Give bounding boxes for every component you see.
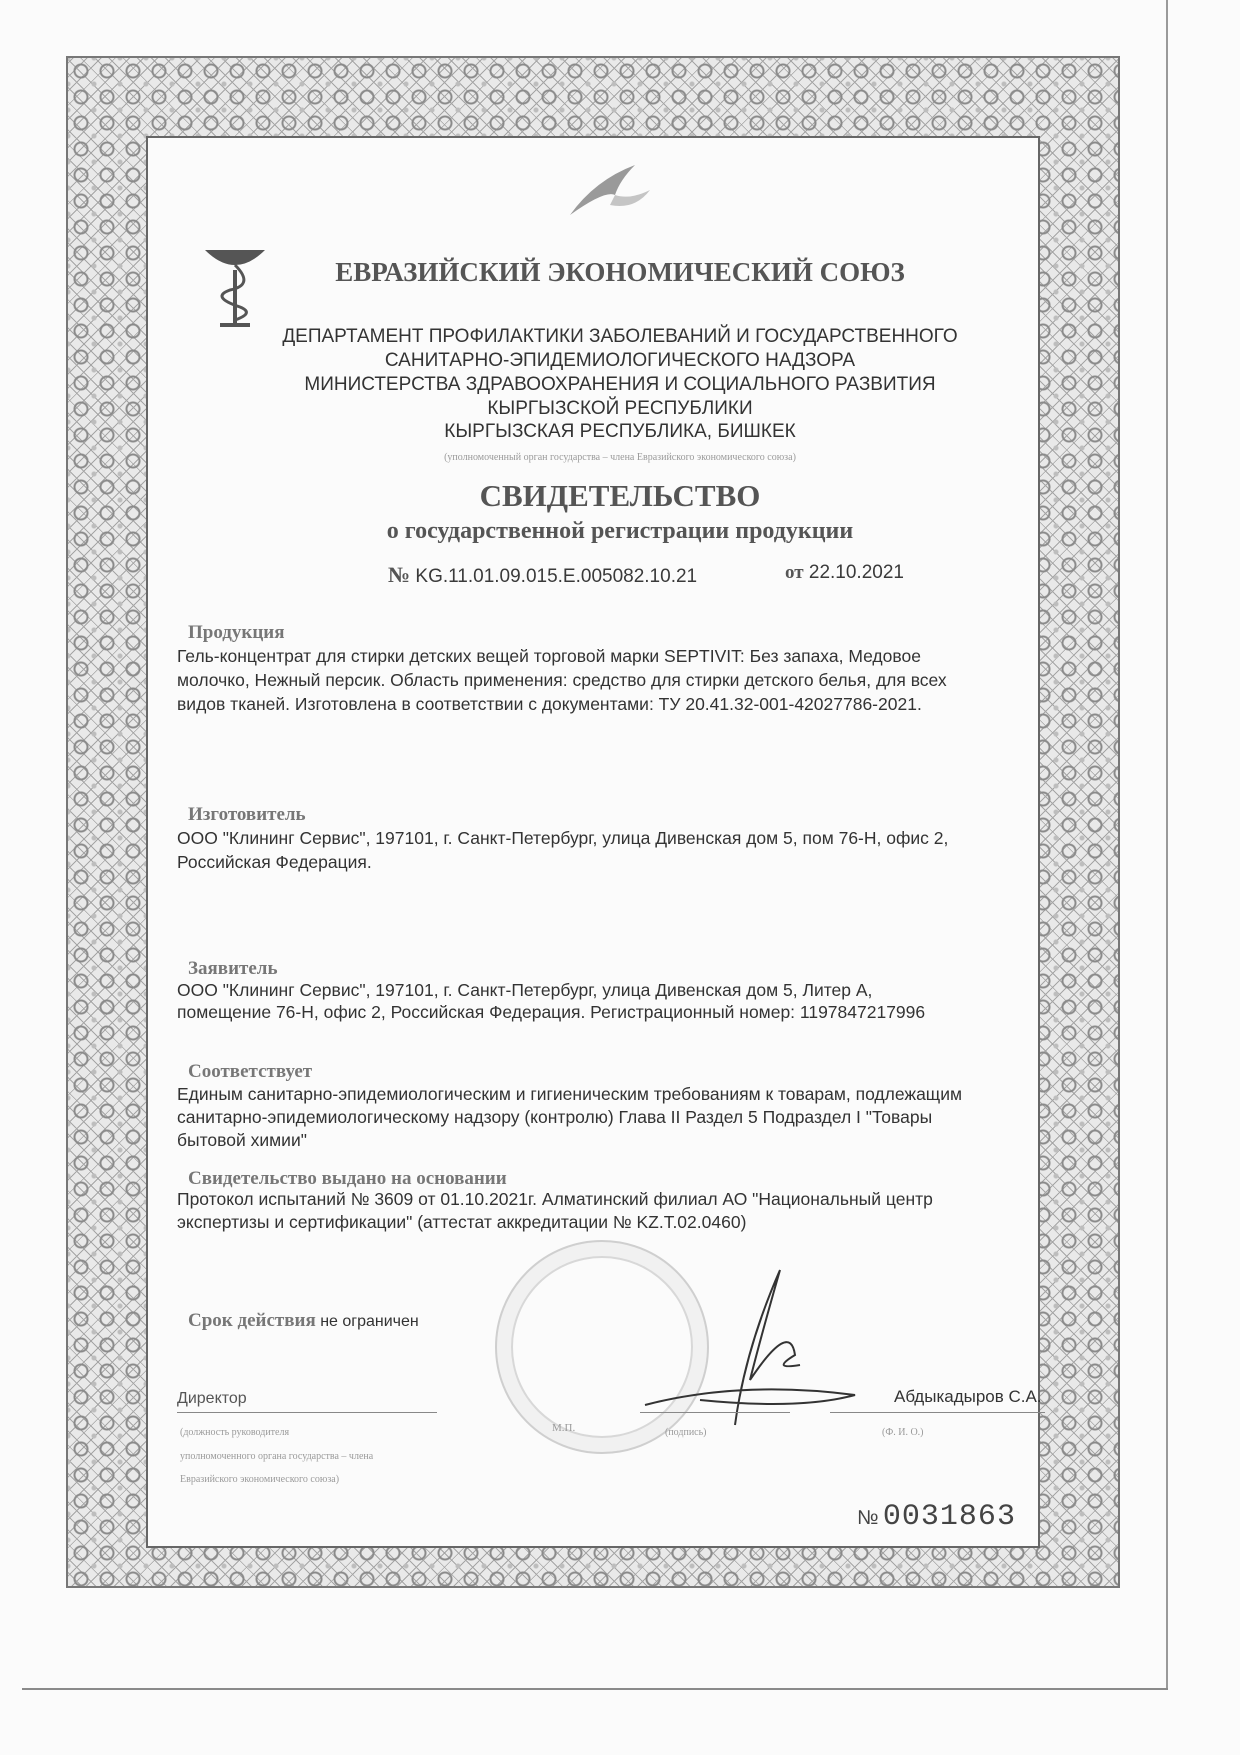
signature-underline bbox=[640, 1412, 790, 1413]
certificate-subtitle: о государственной регистрации продукции bbox=[386, 518, 854, 544]
position-caption: (должность руководителя bbox=[180, 1427, 290, 1438]
manufacturer-text: ООО "Клининг Сервис", 197101, г. Санкт-Петербург, улица Дивенская дом 5, пом 76-Н, офис 2, bbox=[177, 828, 949, 848]
authority-note: (уполномоченный орган государства – члена Евразийского экономического союза) bbox=[444, 452, 796, 463]
basis-text: экспертизы и сертификации" (аттестат аккредитации № KZ.T.02.0460) bbox=[177, 1212, 747, 1232]
department-line: КЫРГЫЗСКАЯ РЕСПУБЛИКА, БИШКЕК bbox=[444, 421, 796, 442]
signature-caption: (подпись) bbox=[665, 1427, 707, 1438]
certificate-date: 22.10.2021 bbox=[808, 562, 904, 583]
union-title: ЕВРАЗИЙСКИЙ ЭКОНОМИЧЕСКИЙ СОЮЗ bbox=[335, 257, 905, 287]
manufacturer-heading: Изготовитель bbox=[188, 804, 306, 825]
validity-heading: Срок действия bbox=[188, 1310, 316, 1331]
department-line: ДЕПАРТАМЕНТ ПРОФИЛАКТИКИ ЗАБОЛЕВАНИЙ И ГОСУДАРСТВЕННОГО bbox=[282, 326, 958, 347]
product-text: видов тканей. Изготовлена в соответствии с документами: ТУ 20.41.32-001-42027786-2021. bbox=[177, 694, 922, 714]
department-line: МИНИСТЕРСТВА ЗДРАВООХРАНЕНИЯ И СОЦИАЛЬНОГО РАЗВИТИЯ bbox=[304, 374, 936, 395]
form-number-label: № bbox=[857, 1507, 879, 1529]
position-underline bbox=[177, 1412, 437, 1413]
signatory-name: Абдыкадыров С.А. bbox=[894, 1387, 1042, 1406]
stamp-caption: М.П. bbox=[552, 1422, 576, 1434]
applicant-heading: Заявитель bbox=[188, 958, 278, 979]
certificate-title: СВИДЕТЕЛЬСТВО bbox=[479, 478, 761, 513]
certificate-number-line bbox=[388, 562, 697, 588]
product-text: Гель-концентрат для стирки детских вещей торговой марки SEPTIVIT: Без запаха, Медовое bbox=[177, 646, 921, 666]
applicant-text: ООО "Клининг Сервис", 197101, г. Санкт-Петербург, улица Дивенская дом 5, Литер А, bbox=[177, 980, 873, 1000]
applicant-text: помещение 76-Н, офис 2, Российская Федерация. Регистрационный номер: 1197847217996 bbox=[177, 1002, 926, 1022]
validity-line bbox=[188, 1310, 419, 1332]
basis-heading: Свидетельство выдано на основании bbox=[188, 1168, 507, 1189]
certificate-date-line bbox=[785, 562, 904, 584]
scan-edge-bottom bbox=[22, 1688, 1168, 1690]
conforms-text: Единым санитарно-эпидемиологическим и гигиеническим требованиям к товарам, подлежащим bbox=[177, 1084, 963, 1104]
product-heading: Продукция bbox=[188, 622, 285, 643]
number-label: № bbox=[388, 562, 411, 587]
certificate-number: KG.11.01.09.015.E.005082.10.21 bbox=[415, 566, 698, 587]
signatory-position: Директор bbox=[177, 1390, 247, 1407]
conforms-text: бытовой химии" bbox=[177, 1130, 307, 1150]
eaeu-bird-emblem-icon bbox=[565, 160, 655, 220]
form-number-value: 0031863 bbox=[882, 1500, 1016, 1534]
name-underline bbox=[830, 1412, 1045, 1413]
handwritten-signature bbox=[640, 1260, 870, 1430]
basis-text: Протокол испытаний № 3609 от 01.10.2021г. Алматинский филиал АО "Национальный центр bbox=[177, 1189, 933, 1209]
manufacturer-text: Российская Федерация. bbox=[177, 852, 372, 872]
conforms-text: санитарно-эпидемиологическому надзору (контролю) Глава II Раздел 5 Подраздел I "Товары bbox=[177, 1107, 933, 1127]
product-text: молочко, Нежный персик. Область применения: средство для стирки детского белья, для всех bbox=[177, 670, 947, 690]
conforms-heading: Соответствует bbox=[188, 1061, 313, 1082]
position-caption: уполномоченного органа государства – члена bbox=[180, 1451, 374, 1462]
position-caption: Евразийского экономического союза) bbox=[180, 1474, 340, 1485]
department-line: САНИТАРНО-ЭПИДЕМИОЛОГИЧЕСКОГО НАДЗОРА bbox=[384, 350, 856, 371]
form-number bbox=[857, 1500, 1016, 1534]
date-label: от bbox=[785, 562, 804, 583]
department-line: КЫРГЫЗСКОЙ РЕСПУБЛИКИ bbox=[487, 398, 753, 419]
validity-value: не ограничен bbox=[320, 1313, 419, 1330]
scan-edge-right bbox=[1166, 0, 1168, 1690]
name-caption: (Ф. И. О.) bbox=[882, 1427, 924, 1438]
